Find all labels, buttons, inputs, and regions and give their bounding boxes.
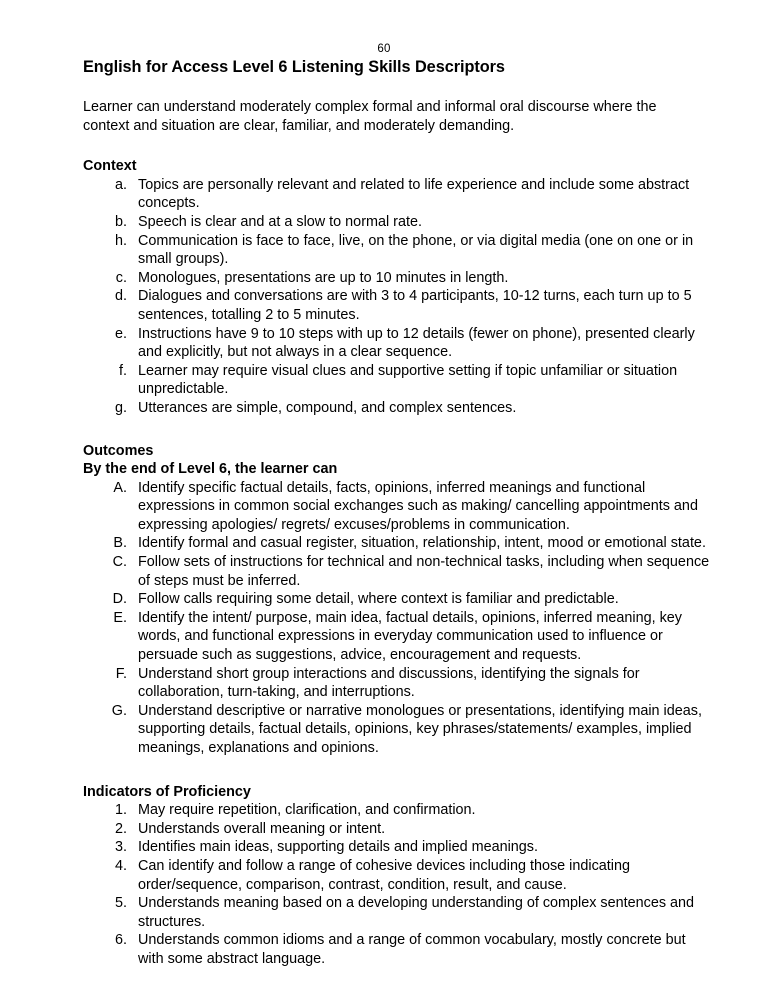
context-list: [83, 176, 713, 418]
list-item-marker: a.: [114, 176, 127, 193]
list-item: [83, 399, 713, 418]
list-item-marker: b.: [114, 213, 127, 230]
section-outcomes: [83, 442, 713, 758]
list-item-marker: G.: [111, 702, 127, 719]
list-item-marker: f.: [119, 362, 127, 379]
list-item-marker: e.: [114, 325, 127, 342]
section-subheading-outcomes: By the end of Level 6, the learner can: [83, 461, 338, 478]
list-item-marker: A.: [113, 479, 127, 496]
list-item-marker: C.: [112, 554, 127, 571]
section-heading-indicators: Indicators of Proficiency: [83, 783, 251, 800]
list-item-text: Understands common idioms and a range of common vocabulary, mostly concrete but with some abstract language.: [138, 932, 690, 967]
list-item-text: May require repetition, clarification, and confirmation.: [138, 802, 476, 819]
list-item: [83, 702, 713, 758]
list-item-marker: h.: [114, 232, 127, 249]
list-item-marker: D.: [112, 591, 127, 608]
list-item: [83, 534, 713, 553]
list-item-text: Speech is clear and at a slow to normal rate.: [138, 213, 422, 230]
list-item-text: Follow sets of instructions for technical and non-technical tasks, including when sequence of steps must be inferred.: [138, 554, 714, 589]
list-item-text: Can identify and follow a range of cohesive devices including those indicating order/sequence, comparison, contrast, condition, result, and cause.: [138, 857, 634, 893]
list-item: [83, 232, 713, 269]
outcomes-list: [83, 479, 713, 758]
list-item-marker: B.: [113, 535, 127, 552]
list-item-text: Dialogues and conversations are with 3 to 4 participants, 10-12 turns, each turn up to 5 sentences, totalling 2 to 5 minutes.: [138, 288, 696, 323]
list-item: [83, 838, 713, 857]
page-title: English for Access Level 6 Listening Skills Descriptors: [83, 58, 505, 76]
intro-paragraph: Learner can understand moderately complex formal and informal oral discourse where the context and situation are clear, familiar, and moderately demanding.: [83, 99, 657, 134]
document-content: [83, 58, 713, 969]
list-item: [83, 590, 713, 609]
indicators-list: [83, 801, 713, 968]
list-item-text: Understands overall meaning or intent.: [138, 820, 386, 837]
list-item-text: Monologues, presentations are up to 10 minutes in length.: [138, 269, 509, 286]
list-item-text: Identify formal and casual register, situation, relationship, intent, mood or emotional state.: [138, 535, 706, 552]
list-item-marker: d.: [114, 288, 127, 305]
list-item-marker: 4.: [114, 857, 127, 874]
list-item: [83, 820, 713, 839]
list-item-text: Learner may require visual clues and supportive setting if topic unfamiliar or situation unpredictable.: [138, 362, 682, 398]
list-item-text: Identifies main ideas, supporting details and implied meanings.: [138, 839, 538, 856]
list-item-marker: 6.: [114, 932, 127, 949]
list-item: [83, 931, 713, 968]
list-item-text: Understand descriptive or narrative monologues or presentations, identifying main ideas, supporting details, factual details, opinions, key phrases/statements/ examples, implied meanings, explanations and opinions.: [138, 702, 706, 756]
list-item-marker: c.: [115, 269, 127, 286]
list-item-marker: 1.: [114, 802, 127, 819]
list-item-text: Utterances are simple, compound, and complex sentences.: [138, 399, 517, 416]
section-heading-context: Context: [83, 158, 137, 175]
list-item-marker: 5.: [114, 895, 127, 912]
section-context: [83, 157, 713, 417]
list-item: [83, 176, 713, 213]
list-item: [83, 479, 713, 535]
list-item-text: Follow calls requiring some detail, where context is familiar and predictable.: [138, 591, 619, 608]
list-item-marker: 3.: [114, 839, 127, 856]
list-item-marker: 2.: [114, 820, 127, 837]
list-item-text: Understand short group interactions and discussions, identifying the signals for collaboration, turn-taking, and interruptions.: [138, 665, 644, 701]
list-item: [83, 287, 713, 324]
list-item: [83, 325, 713, 362]
list-item: [83, 269, 713, 288]
list-item-text: Identify specific factual details, facts, opinions, inferred meanings and functional expressions in common social exchanges such as making/ cancelling appointments and expressing apologies/ regrets/ excuses/problems in communication.: [138, 479, 706, 533]
list-item-marker: E.: [113, 609, 127, 626]
list-item: [83, 609, 713, 665]
list-item: [83, 362, 713, 399]
section-indicators: [83, 783, 713, 969]
list-item-text: Communication is face to face, live, on the phone, or via digital media (one on one or in small groups).: [138, 232, 698, 268]
list-item-text: Instructions have 9 to 10 steps with up to 12 details (fewer on phone), presented clearly and explicitly, but not always in a clear sequence.: [138, 325, 699, 361]
list-item: [83, 801, 713, 820]
list-item-text: Understands meaning based on a developing understanding of complex sentences and structures.: [138, 895, 699, 930]
list-item: [83, 553, 713, 590]
page-number: 60: [377, 43, 391, 55]
list-item-text: Topics are personally relevant and related to life experience and include some abstract concepts.: [138, 176, 694, 212]
list-item-marker: g.: [114, 399, 127, 416]
list-item: [83, 665, 713, 702]
list-item: [83, 213, 713, 232]
list-item: [83, 894, 713, 931]
list-item-text: Identify the intent/ purpose, main idea, factual details, opinions, inferred meaning, key words, and functional expressions in everyday communication used to influence or persuade such as suggestions, advice, encouragement and requests.: [138, 609, 686, 664]
list-item: [83, 857, 713, 894]
list-item-marker: F.: [115, 665, 127, 682]
section-heading-outcomes: Outcomes: [83, 442, 154, 459]
